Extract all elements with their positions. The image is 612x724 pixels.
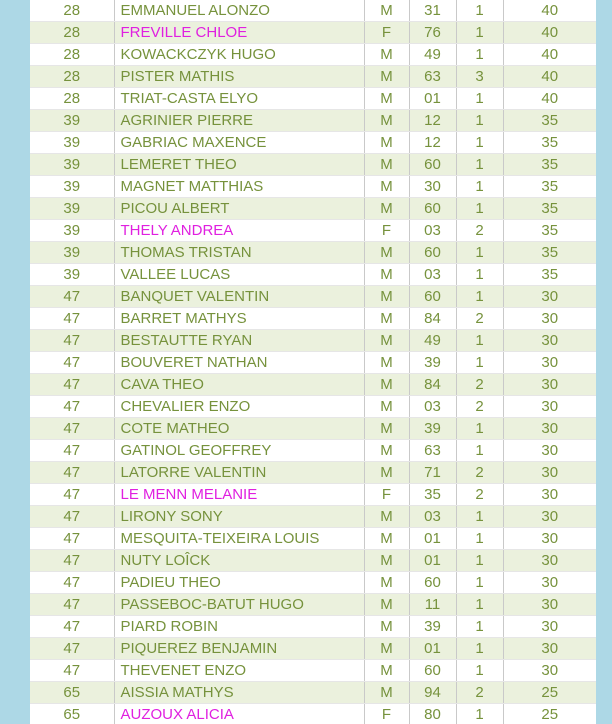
count-cell: 1: [456, 550, 503, 572]
rank-cell: 47: [30, 638, 114, 660]
athlete-name-cell: LEMERET THEO: [114, 154, 364, 176]
department-cell: 12: [409, 110, 456, 132]
table-row: [30, 242, 596, 264]
rank-cell: 47: [30, 440, 114, 462]
athlete-name-cell: BESTAUTTE RYAN: [114, 330, 364, 352]
rank-cell: 47: [30, 374, 114, 396]
athlete-name-cell: GABRIAC MAXENCE: [114, 132, 364, 154]
count-cell: 3: [456, 66, 503, 88]
count-cell: 2: [456, 308, 503, 330]
points-cell: 40: [503, 44, 596, 66]
department-cell: 60: [409, 198, 456, 220]
department-cell: 60: [409, 572, 456, 594]
rank-cell: 28: [30, 66, 114, 88]
rank-cell: 47: [30, 616, 114, 638]
points-cell: 30: [503, 550, 596, 572]
rank-cell: 47: [30, 506, 114, 528]
table-row: [30, 22, 596, 44]
count-cell: 2: [456, 220, 503, 242]
table-row: [30, 418, 596, 440]
table-row: [30, 352, 596, 374]
ranking-rows: [30, 0, 596, 724]
table-row: [30, 44, 596, 66]
department-cell: 03: [409, 264, 456, 286]
points-cell: 30: [503, 352, 596, 374]
points-cell: 30: [503, 506, 596, 528]
rank-cell: 47: [30, 594, 114, 616]
department-cell: 63: [409, 440, 456, 462]
athlete-name-cell: BOUVERET NATHAN: [114, 352, 364, 374]
table-row: [30, 132, 596, 154]
rank-cell: 65: [30, 704, 114, 724]
department-cell: 71: [409, 462, 456, 484]
rank-cell: 39: [30, 154, 114, 176]
table-row: [30, 682, 596, 704]
points-cell: 30: [503, 308, 596, 330]
sex-cell: M: [364, 264, 409, 286]
sex-cell: M: [364, 242, 409, 264]
sex-cell: M: [364, 440, 409, 462]
sex-cell: M: [364, 66, 409, 88]
sex-cell: F: [364, 484, 409, 506]
points-cell: 35: [503, 110, 596, 132]
table-row: [30, 484, 596, 506]
sex-cell: M: [364, 616, 409, 638]
department-cell: 49: [409, 330, 456, 352]
sex-cell: M: [364, 396, 409, 418]
points-cell: 40: [503, 22, 596, 44]
rank-cell: 47: [30, 484, 114, 506]
points-cell: 30: [503, 396, 596, 418]
department-cell: 11: [409, 594, 456, 616]
department-cell: 01: [409, 638, 456, 660]
rank-cell: 47: [30, 418, 114, 440]
table-row: [30, 198, 596, 220]
sex-cell: M: [364, 528, 409, 550]
rank-cell: 39: [30, 242, 114, 264]
points-cell: 30: [503, 418, 596, 440]
points-cell: 35: [503, 154, 596, 176]
sex-cell: M: [364, 506, 409, 528]
table-row: [30, 506, 596, 528]
points-cell: 35: [503, 198, 596, 220]
count-cell: 2: [456, 396, 503, 418]
athlete-name-cell: FREVILLE CHLOE: [114, 22, 364, 44]
table-row: [30, 264, 596, 286]
count-cell: 1: [456, 572, 503, 594]
athlete-name-cell: THEVENET ENZO: [114, 660, 364, 682]
points-cell: 35: [503, 264, 596, 286]
athlete-name-cell: VALLEE LUCAS: [114, 264, 364, 286]
athlete-name-cell: MESQUITA-TEIXEIRA LOUIS: [114, 528, 364, 550]
points-cell: 30: [503, 594, 596, 616]
table-row: [30, 66, 596, 88]
table-row: [30, 176, 596, 198]
department-cell: 39: [409, 616, 456, 638]
athlete-name-cell: EMMANUEL ALONZO: [114, 0, 364, 22]
sex-cell: F: [364, 704, 409, 724]
sex-cell: F: [364, 220, 409, 242]
department-cell: 03: [409, 506, 456, 528]
department-cell: 80: [409, 704, 456, 724]
department-cell: 31: [409, 0, 456, 22]
athlete-name-cell: MAGNET MATTHIAS: [114, 176, 364, 198]
rank-cell: 47: [30, 660, 114, 682]
count-cell: 1: [456, 44, 503, 66]
count-cell: 1: [456, 242, 503, 264]
athlete-name-cell: LIRONY SONY: [114, 506, 364, 528]
table-row: [30, 154, 596, 176]
rank-cell: 28: [30, 44, 114, 66]
table-row: [30, 88, 596, 110]
points-cell: 30: [503, 462, 596, 484]
points-cell: 30: [503, 616, 596, 638]
count-cell: 1: [456, 352, 503, 374]
rank-cell: 47: [30, 286, 114, 308]
points-cell: 30: [503, 440, 596, 462]
table-row: [30, 528, 596, 550]
table-row: [30, 110, 596, 132]
points-cell: 30: [503, 660, 596, 682]
athlete-name-cell: GATINOL GEOFFREY: [114, 440, 364, 462]
athlete-name-cell: THOMAS TRISTAN: [114, 242, 364, 264]
department-cell: 60: [409, 242, 456, 264]
ranking-sheet: [30, 0, 596, 724]
count-cell: 2: [456, 682, 503, 704]
rank-cell: 47: [30, 352, 114, 374]
table-row: [30, 704, 596, 724]
athlete-name-cell: KOWACKCZYK HUGO: [114, 44, 364, 66]
count-cell: 1: [456, 0, 503, 22]
count-cell: 1: [456, 176, 503, 198]
points-cell: 25: [503, 704, 596, 724]
sex-cell: M: [364, 286, 409, 308]
athlete-name-cell: PIARD ROBIN: [114, 616, 364, 638]
points-cell: 30: [503, 528, 596, 550]
count-cell: 1: [456, 88, 503, 110]
rank-cell: 47: [30, 528, 114, 550]
athlete-name-cell: AGRINIER PIERRE: [114, 110, 364, 132]
table-row: [30, 616, 596, 638]
points-cell: 30: [503, 572, 596, 594]
rank-cell: 47: [30, 550, 114, 572]
ranking-table: [30, 0, 596, 724]
count-cell: 1: [456, 616, 503, 638]
athlete-name-cell: TRIAT-CASTA ELYO: [114, 88, 364, 110]
count-cell: 2: [456, 374, 503, 396]
count-cell: 1: [456, 528, 503, 550]
points-cell: 30: [503, 286, 596, 308]
sex-cell: M: [364, 660, 409, 682]
sex-cell: M: [364, 308, 409, 330]
sex-cell: M: [364, 198, 409, 220]
athlete-name-cell: NUTY LOÎCK: [114, 550, 364, 572]
sex-cell: M: [364, 0, 409, 22]
athlete-name-cell: PIQUEREZ BENJAMIN: [114, 638, 364, 660]
athlete-name-cell: PISTER MATHIS: [114, 66, 364, 88]
rank-cell: 47: [30, 330, 114, 352]
department-cell: 01: [409, 550, 456, 572]
sex-cell: M: [364, 154, 409, 176]
sex-cell: M: [364, 572, 409, 594]
table-row: [30, 462, 596, 484]
sex-cell: M: [364, 462, 409, 484]
department-cell: 76: [409, 22, 456, 44]
table-row: [30, 308, 596, 330]
sex-cell: M: [364, 44, 409, 66]
athlete-name-cell: PADIEU THEO: [114, 572, 364, 594]
rank-cell: 39: [30, 198, 114, 220]
department-cell: 03: [409, 220, 456, 242]
sex-cell: M: [364, 176, 409, 198]
department-cell: 49: [409, 44, 456, 66]
rank-cell: 47: [30, 572, 114, 594]
athlete-name-cell: PICOU ALBERT: [114, 198, 364, 220]
rank-cell: 39: [30, 176, 114, 198]
count-cell: 1: [456, 418, 503, 440]
count-cell: 1: [456, 110, 503, 132]
department-cell: 03: [409, 396, 456, 418]
table-row: [30, 660, 596, 682]
athlete-name-cell: THELY ANDREA: [114, 220, 364, 242]
athlete-name-cell: AISSIA MATHYS: [114, 682, 364, 704]
points-cell: 40: [503, 0, 596, 22]
sex-cell: M: [364, 330, 409, 352]
table-row: [30, 638, 596, 660]
count-cell: 1: [456, 594, 503, 616]
athlete-name-cell: PASSEBOC-BATUT HUGO: [114, 594, 364, 616]
table-row: [30, 220, 596, 242]
table-row: [30, 572, 596, 594]
table-row: [30, 374, 596, 396]
athlete-name-cell: AUZOUX ALICIA: [114, 704, 364, 724]
count-cell: 1: [456, 506, 503, 528]
table-row: [30, 550, 596, 572]
count-cell: 1: [456, 198, 503, 220]
department-cell: 12: [409, 132, 456, 154]
rank-cell: 39: [30, 110, 114, 132]
rank-cell: 28: [30, 22, 114, 44]
points-cell: 30: [503, 330, 596, 352]
rank-cell: 39: [30, 220, 114, 242]
count-cell: 2: [456, 462, 503, 484]
athlete-name-cell: LE MENN MELANIE: [114, 484, 364, 506]
points-cell: 30: [503, 638, 596, 660]
sex-cell: F: [364, 22, 409, 44]
table-row: [30, 0, 596, 22]
sex-cell: M: [364, 374, 409, 396]
athlete-name-cell: BARRET MATHYS: [114, 308, 364, 330]
department-cell: 30: [409, 176, 456, 198]
points-cell: 40: [503, 66, 596, 88]
points-cell: 40: [503, 88, 596, 110]
department-cell: 39: [409, 418, 456, 440]
sex-cell: M: [364, 110, 409, 132]
rank-cell: 39: [30, 264, 114, 286]
count-cell: 1: [456, 264, 503, 286]
table-row: [30, 330, 596, 352]
points-cell: 35: [503, 132, 596, 154]
athlete-name-cell: CHEVALIER ENZO: [114, 396, 364, 418]
table-row: [30, 594, 596, 616]
count-cell: 1: [456, 638, 503, 660]
athlete-name-cell: LATORRE VALENTIN: [114, 462, 364, 484]
points-cell: 35: [503, 242, 596, 264]
sex-cell: M: [364, 132, 409, 154]
count-cell: 1: [456, 286, 503, 308]
count-cell: 1: [456, 154, 503, 176]
athlete-name-cell: BANQUET VALENTIN: [114, 286, 364, 308]
count-cell: 1: [456, 132, 503, 154]
table-row: [30, 440, 596, 462]
rank-cell: 65: [30, 682, 114, 704]
sex-cell: M: [364, 594, 409, 616]
rank-cell: 28: [30, 88, 114, 110]
department-cell: 01: [409, 528, 456, 550]
department-cell: 94: [409, 682, 456, 704]
department-cell: 84: [409, 374, 456, 396]
points-cell: 30: [503, 484, 596, 506]
sex-cell: M: [364, 638, 409, 660]
rank-cell: 47: [30, 396, 114, 418]
department-cell: 63: [409, 66, 456, 88]
table-row: [30, 286, 596, 308]
points-cell: 35: [503, 176, 596, 198]
department-cell: 60: [409, 154, 456, 176]
athlete-name-cell: COTE MATHEO: [114, 418, 364, 440]
sex-cell: M: [364, 88, 409, 110]
count-cell: 1: [456, 704, 503, 724]
points-cell: 25: [503, 682, 596, 704]
rank-cell: 47: [30, 308, 114, 330]
count-cell: 1: [456, 22, 503, 44]
department-cell: 60: [409, 660, 456, 682]
sex-cell: M: [364, 550, 409, 572]
count-cell: 1: [456, 660, 503, 682]
sex-cell: M: [364, 418, 409, 440]
athlete-name-cell: CAVA THEO: [114, 374, 364, 396]
points-cell: 30: [503, 374, 596, 396]
department-cell: 39: [409, 352, 456, 374]
department-cell: 01: [409, 88, 456, 110]
points-cell: 35: [503, 220, 596, 242]
department-cell: 60: [409, 286, 456, 308]
department-cell: 35: [409, 484, 456, 506]
rank-cell: 47: [30, 462, 114, 484]
department-cell: 84: [409, 308, 456, 330]
count-cell: 1: [456, 440, 503, 462]
rank-cell: 39: [30, 132, 114, 154]
sex-cell: M: [364, 352, 409, 374]
count-cell: 1: [456, 330, 503, 352]
count-cell: 2: [456, 484, 503, 506]
rank-cell: 28: [30, 0, 114, 22]
table-row: [30, 396, 596, 418]
sex-cell: M: [364, 682, 409, 704]
